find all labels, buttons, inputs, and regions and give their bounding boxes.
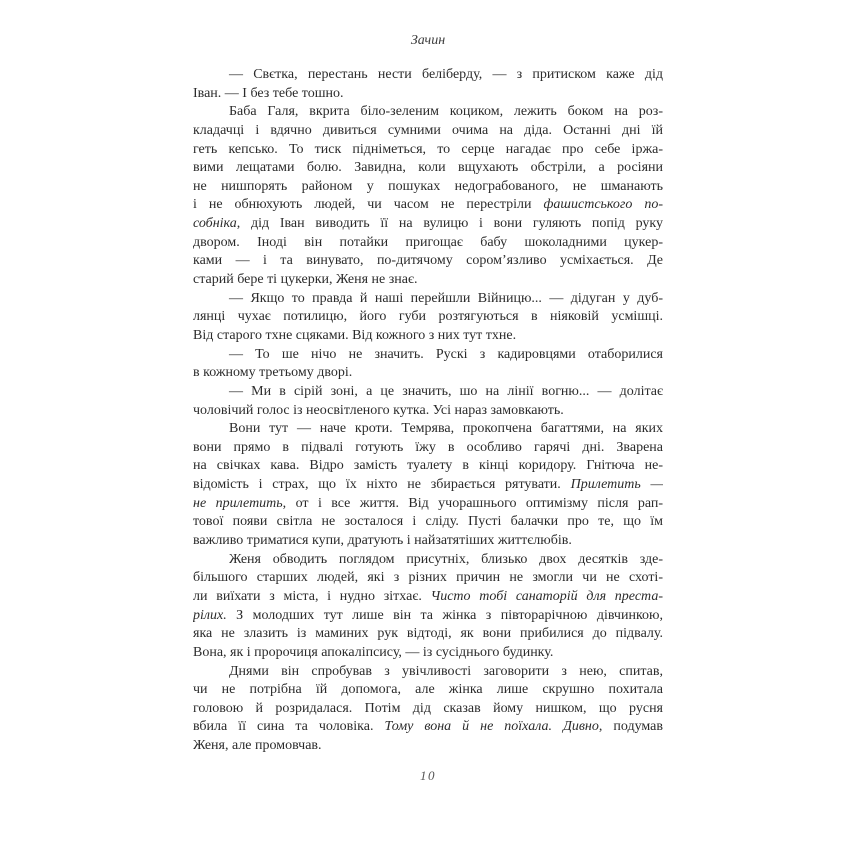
text-line <box>193 66 663 85</box>
text-line <box>193 141 663 160</box>
text-segment: — Ми в сірій зоні, а це значить, шо на лінії вогню... — долітає <box>229 383 663 399</box>
text-line <box>193 644 663 663</box>
text-line <box>193 420 663 439</box>
italic-text-segment: Чисто тобі санаторій для преста- <box>430 588 663 604</box>
text-line <box>193 663 663 682</box>
text-segment: старий бере ті цукерки, Женя не знає. <box>193 272 418 288</box>
text-segment: Іван. — І без тебе тошно. <box>193 85 344 101</box>
italic-text-segment: не прилетить <box>193 495 283 511</box>
text-line <box>193 569 663 588</box>
page-number: 10 <box>420 768 436 783</box>
text-segment: вбила її сина та чоловіка. <box>193 719 385 735</box>
text-segment: в кожному третьому дворі. <box>193 365 353 381</box>
text-segment: З молодших тут лише він та жінка з півторарічною дівчинкою, <box>226 607 663 623</box>
text-segment: , дід Іван виводить її на вулицю і вони гуляють попід руку <box>236 216 663 232</box>
text-segment: більшого старших людей, які з різних причин не змогли чи не схоті- <box>193 570 663 586</box>
text-line <box>193 308 663 327</box>
text-line <box>193 700 663 719</box>
text-segment: Женя обводить поглядом присутніх, близько двох десятків зде- <box>229 551 663 567</box>
text-segment: Вони тут — наче кроти. Темрява, прокопчена багаттями, на яких <box>229 421 663 437</box>
text-segment: Женя, але промовчав. <box>193 738 322 754</box>
text-segment: двором. Іноді він потайки пригощає бабу шоколадними цукер- <box>193 234 663 250</box>
text-line <box>193 532 663 551</box>
italic-text-segment: собніка <box>193 216 237 232</box>
text-line <box>193 737 663 756</box>
text-segment: геть кепсько. То тиск підніметься, то серце нагадає про себе іржа- <box>193 141 663 157</box>
text-segment: ками — і та винувато, по-дитячому сором’язливо усміхається. Де <box>193 253 663 269</box>
text-segment: вони прямо в підвалі готують їжу в особливо гарячі дні. Зварена <box>193 439 663 455</box>
text-line <box>193 215 663 234</box>
text-line <box>193 495 663 514</box>
text-segment: — Свєтка, перестань нести беліберду, — з притиском каже дід <box>229 67 663 82</box>
text-line <box>193 196 663 215</box>
text-segment: кладачці і вдячно дивиться сумними очима на діда. Останні дні їй <box>193 122 663 138</box>
running-header: Зачин <box>410 33 446 48</box>
text-line <box>193 364 663 383</box>
text-segment: , от і все життя. Від учорашнього оптимізму після рап- <box>282 495 663 511</box>
text-line <box>193 681 663 700</box>
text-line <box>193 159 663 178</box>
text-segment: чи не потрібна їй допомога, але жінка лише скрушно похитала <box>193 682 663 698</box>
text-line <box>193 625 663 644</box>
italic-text-segment: фашистського по- <box>543 197 663 213</box>
text-line <box>193 103 663 122</box>
text-segment: Від старого тхне сцяками. Від кожного з них тут тхне. <box>193 327 517 343</box>
body-text <box>193 66 663 756</box>
text-line <box>193 513 663 532</box>
text-line <box>193 607 663 626</box>
text-line <box>193 271 663 290</box>
italic-text-segment: рілих. <box>193 607 227 623</box>
text-line <box>193 383 663 402</box>
text-segment: чоловічий голос із неосвітленого кутка. Усі нараз замовкають. <box>193 402 564 418</box>
text-segment: лянці чухає потилицю, його губи розтягуються в ніяковій усмішці. <box>193 309 663 325</box>
text-segment: важливо триматися купи, дратують і найзатятіших життєлюбів. <box>193 533 572 549</box>
text-segment: ли виїхати з міста, і нудно зітхає. <box>193 588 431 604</box>
text-segment: , подумав <box>598 719 663 735</box>
italic-text-segment: Прилетить — <box>570 477 663 493</box>
text-segment: на свічках кава. Відро замість туалету в кінці коридору. Гнітюча не- <box>193 458 663 474</box>
text-line <box>193 457 663 476</box>
text-segment: Баба Галя, вкрита біло-зеленим коциком, лежить боком на роз- <box>229 104 663 120</box>
text-line <box>193 439 663 458</box>
text-segment: тової появи світла не зосталося і сліду. Пусті балачки про те, що їм <box>193 514 663 530</box>
text-segment: Днями він спробував з увічливості заговорити з нею, спитав, <box>229 663 663 679</box>
text-line <box>193 290 663 309</box>
text-line <box>193 85 663 104</box>
text-line <box>193 476 663 495</box>
italic-text-segment: Тому вона й не поїхала. Дивно <box>384 719 599 735</box>
text-line <box>193 551 663 570</box>
text-line <box>193 402 663 421</box>
text-segment: Вона, як і пророчиця апокаліпсису, — із сусіднього будинку. <box>193 644 554 660</box>
text-segment: — Якщо то правда й наші перейшли Війницю... — дідуган у дуб- <box>229 290 663 306</box>
text-segment: яка не злазить із маминих рук відтоді, як вони прибилися до підвалу. <box>193 626 663 642</box>
text-line <box>193 327 663 346</box>
text-line <box>193 346 663 365</box>
text-line <box>193 178 663 197</box>
text-segment: головою й розридалася. Потім дід сказав йому нишком, що русня <box>193 700 663 716</box>
text-segment: відомість і страх, що їх ніхто не збирається рятувати. <box>193 477 571 493</box>
text-segment: вими лещатами болю. Завидна, коли вщухають обстріли, а росіяни <box>193 160 663 176</box>
text-line <box>193 588 663 607</box>
text-line <box>193 122 663 141</box>
text-line <box>193 234 663 253</box>
text-line <box>193 718 663 737</box>
text-segment: і не обнюхують людей, чи часом не перестріли <box>193 197 544 213</box>
text-segment: — То ше нічо не значить. Рускі з кадировцями отаборилися <box>229 346 663 362</box>
text-line <box>193 252 663 271</box>
text-segment: не нишпорять районом у пошуках недограбованого, не шманають <box>193 178 663 194</box>
